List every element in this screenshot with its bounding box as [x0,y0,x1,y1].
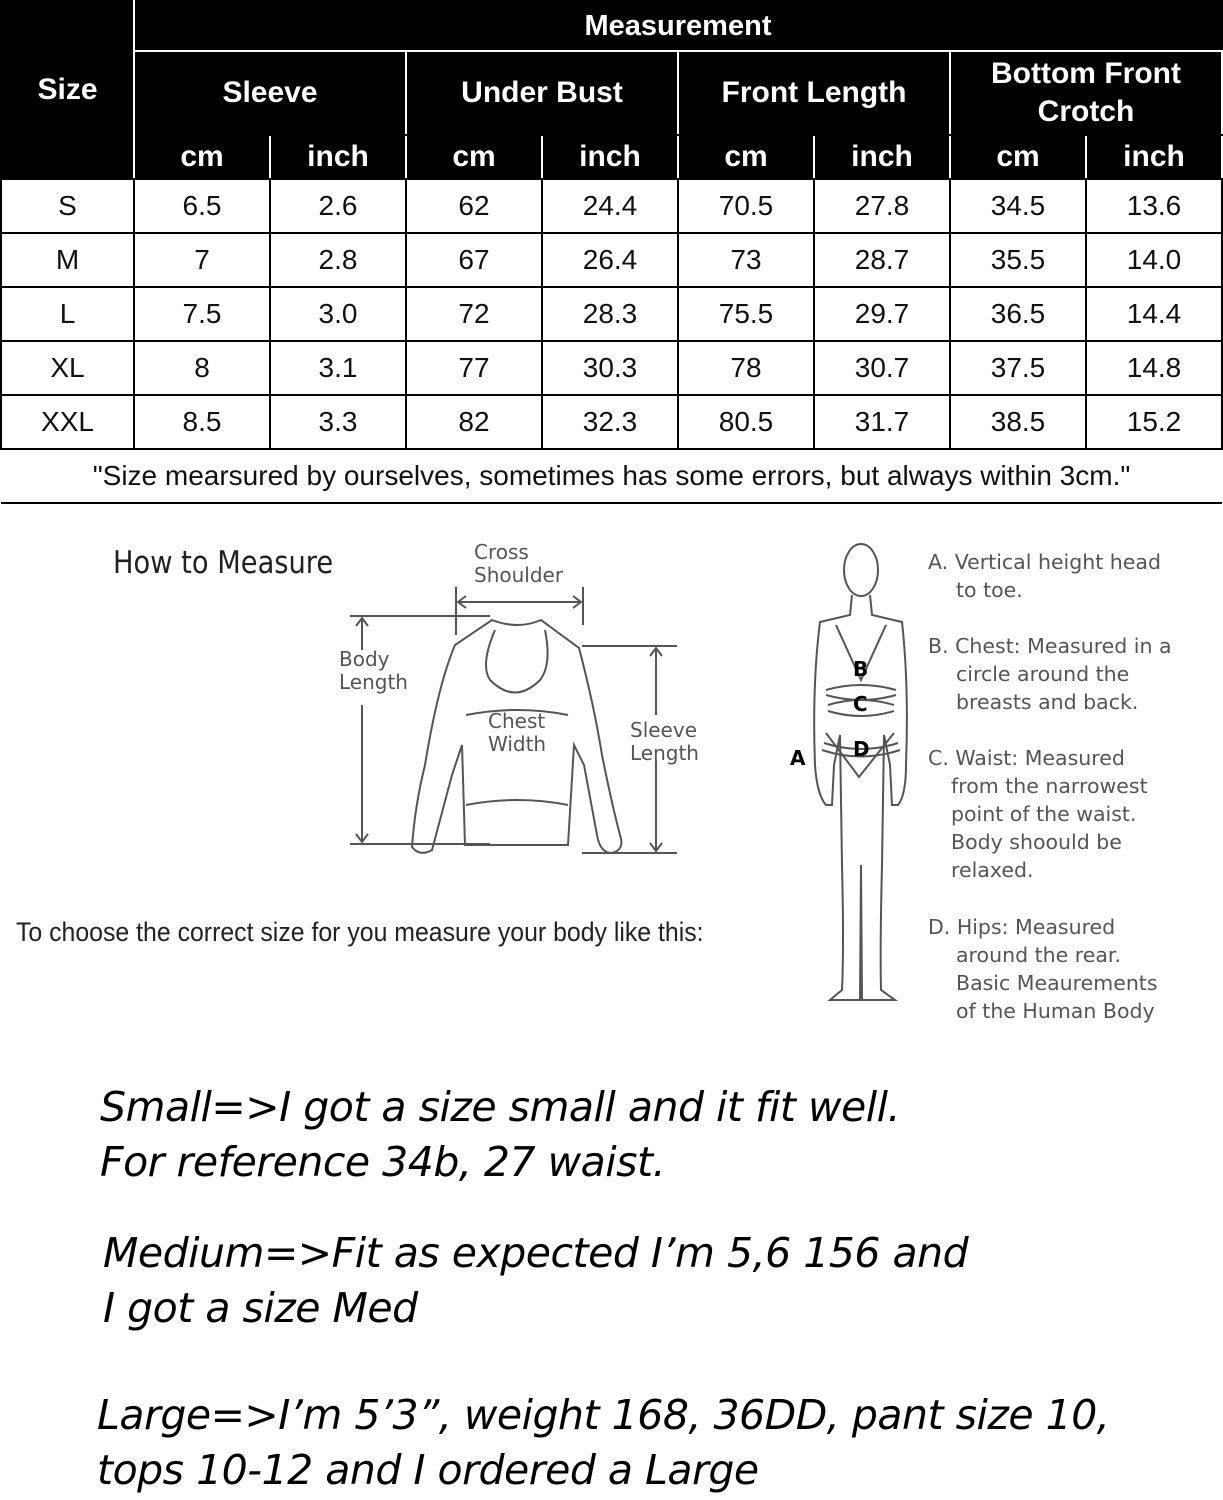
unit-header: inch [814,135,950,179]
review-small: Small=>I got a size small and it fit well. For reference 34b, 27 waist. [100,1083,901,1186]
size-header: Size [1,1,134,179]
sleeve-length-label: Sleeve Length [630,718,699,765]
value-cell: 77 [406,341,542,395]
value-cell: 78 [678,341,814,395]
how-to-measure-title: How to Measure [113,545,334,581]
size-note: "Size mearsured by ourselves, sometimes has some errors, but always within 3cm." [1,449,1222,503]
value-cell: 30.7 [814,341,950,395]
value-cell: 28.7 [814,233,950,287]
value-cell: 8.5 [134,395,270,449]
unit-header: inch [270,135,406,179]
table-row [1,179,1222,233]
table-row [1,395,1222,449]
value-cell: 2.8 [270,233,406,287]
value-cell: 24.4 [542,179,678,233]
chest-width-label: Chest Width [488,709,547,756]
size-cell: S [1,179,134,233]
value-cell: 14.0 [1086,233,1222,287]
value-cell: 28.3 [542,287,678,341]
how-to-measure-diagram [0,505,1223,1045]
marker-a: A [790,746,806,770]
value-cell: 38.5 [950,395,1086,449]
value-cell: 13.6 [1086,179,1222,233]
value-cell: 14.4 [1086,287,1222,341]
value-cell: 82 [406,395,542,449]
unit-header: inch [1086,135,1222,179]
value-cell: 36.5 [950,287,1086,341]
value-cell: 37.5 [950,341,1086,395]
table-row [1,287,1222,341]
marker-b: B [853,657,869,681]
value-cell: 15.2 [1086,395,1222,449]
table-row [1,341,1222,395]
size-cell: L [1,287,134,341]
unit-header: cm [134,135,270,179]
description-b: B. Chest: Measured in a circle around the breasts and back. [928,634,1172,714]
unit-header: inch [542,135,678,179]
value-cell: 32.3 [542,395,678,449]
value-cell: 31.7 [814,395,950,449]
value-cell: 3.3 [270,395,406,449]
unit-header: cm [406,135,542,179]
value-cell: 30.3 [542,341,678,395]
group-header-bottom-front-crotch: Bottom Front Crotch [950,51,1222,135]
group-header-sleeve: Sleeve [134,51,406,135]
value-cell: 2.6 [270,179,406,233]
size-chart-table [0,0,1223,504]
description-a: A. Vertical height head to toe. [928,550,1161,602]
measurement-header: Measurement [134,1,1222,51]
value-cell: 27.8 [814,179,950,233]
group-header-under-bust: Under Bust [406,51,678,135]
value-cell: 7 [134,233,270,287]
review-large: Large=>I’m 5’3”, weight 168, 36DD, pant size 10, tops 10-12 and I ordered a Large [97,1391,1110,1494]
review-medium: Medium=>Fit as expected I’m 5,6 156 and I got a size Med [103,1229,969,1332]
value-cell: 62 [406,179,542,233]
description-d: D. Hips: Measured around the rear. Basic Meaurements of the Human Body [928,915,1158,1023]
value-cell: 72 [406,287,542,341]
marker-c: C [853,692,868,716]
table-row [1,233,1222,287]
value-cell: 3.1 [270,341,406,395]
value-cell: 14.8 [1086,341,1222,395]
value-cell: 26.4 [542,233,678,287]
value-cell: 75.5 [678,287,814,341]
value-cell: 29.7 [814,287,950,341]
body-length-label: Body Length [339,647,408,694]
choose-size-text: To choose the correct size for you measure your body like this: [16,917,704,947]
value-cell: 80.5 [678,395,814,449]
value-cell: 8 [134,341,270,395]
value-cell: 3.0 [270,287,406,341]
size-cell: XL [1,341,134,395]
value-cell: 7.5 [134,287,270,341]
marker-d: D [853,737,870,761]
value-cell: 73 [678,233,814,287]
value-cell: 34.5 [950,179,1086,233]
cross-shoulder-label: Cross Shoulder [474,540,564,587]
value-cell: 35.5 [950,233,1086,287]
group-header-front-length: Front Length [678,51,950,135]
description-c: C. Waist: Measured from the narrowest point of the waist. Body shoould be relaxed. [928,746,1148,882]
value-cell: 67 [406,233,542,287]
unit-header: cm [678,135,814,179]
size-cell: M [1,233,134,287]
unit-header: cm [950,135,1086,179]
value-cell: 70.5 [678,179,814,233]
size-cell: XXL [1,395,134,449]
value-cell: 6.5 [134,179,270,233]
